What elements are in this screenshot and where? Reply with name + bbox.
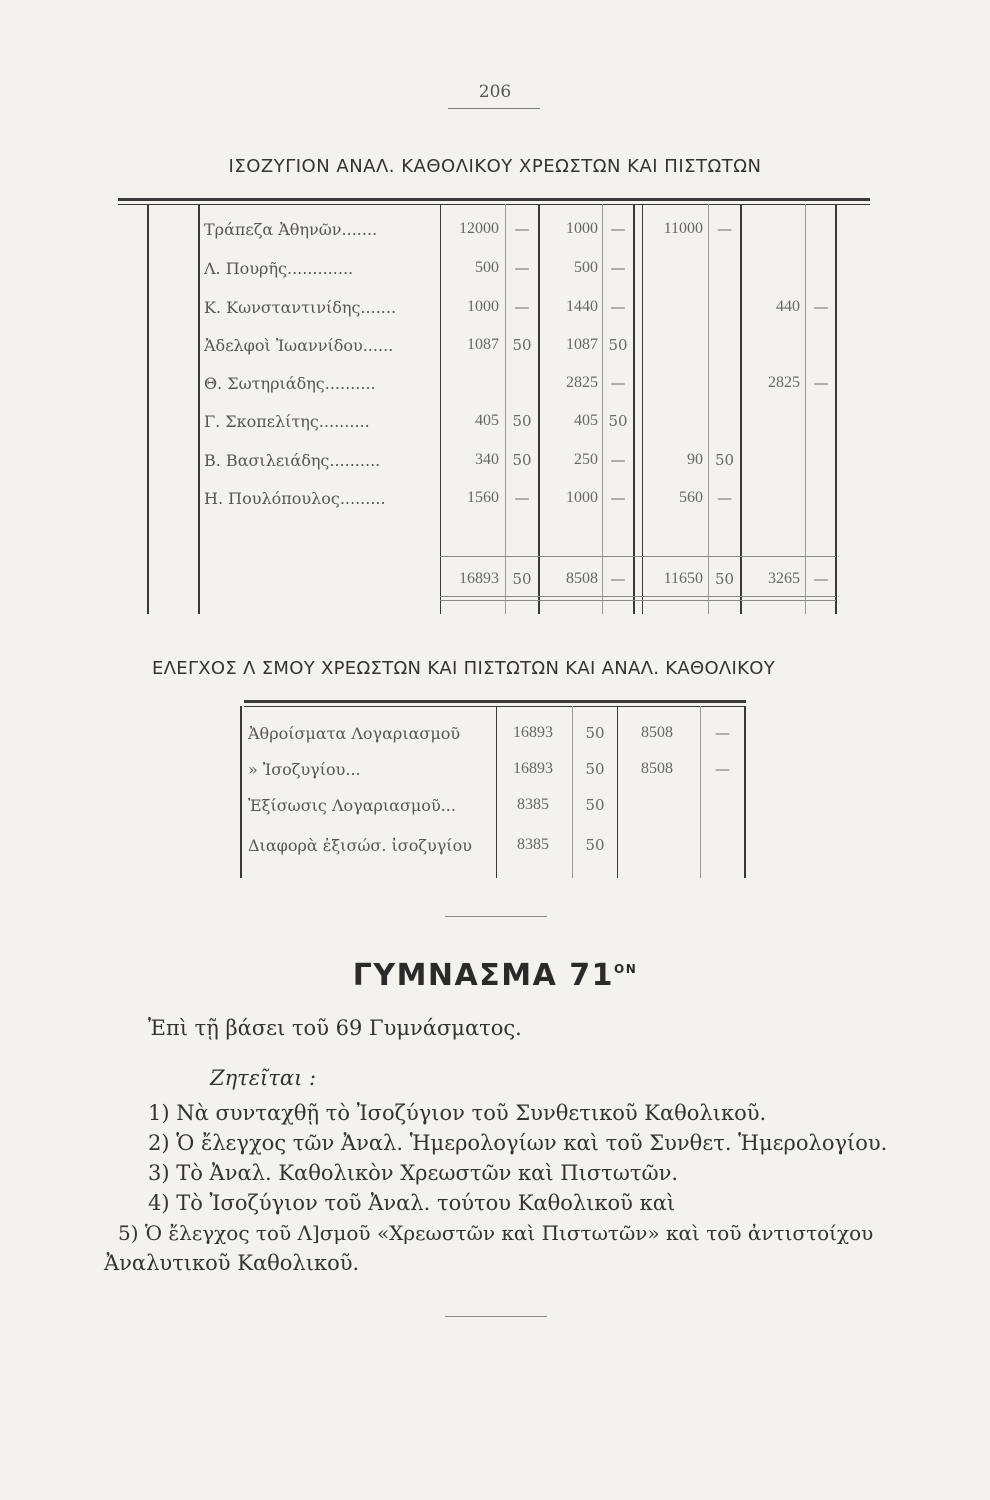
trial-balance-title: ΙΣΟΖΥΓΙΟΝ ΑΝΑΛ. ΚΑΘΟΛΙΚΟΥ ΧΡΕΩΣΤΩΝ ΚΑΙ ΠΙΣΤΩΤΩΝ (228, 156, 762, 177)
table-vrule (633, 204, 635, 614)
account-name: Κ. Κωνσταντινίδης....... (204, 298, 397, 317)
requirement-item: 5) Ὁ ἔλεγχος τοῦ Λ]σμοῦ «Χρεωστῶν καὶ Πιστωτῶν» καὶ τοῦ ἀντιστοίχου (118, 1221, 874, 1245)
table2-top-rule (244, 700, 746, 703)
page-number: 206 (478, 82, 512, 102)
total-cents-cell: 50 (714, 570, 735, 588)
cents-cell: — (717, 220, 732, 238)
amount-cell: 405 (475, 412, 499, 429)
total-amount-cell: 16893 (459, 570, 499, 587)
amount-cell: 405 (574, 412, 598, 429)
cents-cell: 50 (608, 336, 628, 354)
required-label: Ζητεῖται : (210, 1066, 317, 1090)
table-vrule (708, 204, 709, 614)
total-cents-cell: 50 (512, 570, 532, 588)
amount-cell: 500 (475, 259, 499, 276)
control-item-name: Ἀθροίσματα Λογαριασμοῦ (248, 724, 461, 743)
table-vrule (147, 204, 149, 614)
amount-cell: 440 (776, 298, 800, 315)
table2-vrule (617, 706, 618, 878)
total-amount-cell: 3265 (768, 570, 800, 587)
totals-rule (440, 600, 836, 601)
cents-cell: 50 (585, 760, 605, 778)
control-item-name: Διαφορὰ ἐξισώσ. ἰσοζυγίου (248, 836, 472, 855)
exercise-title (0, 958, 990, 993)
table2-vrule (240, 706, 242, 878)
account-name: Η. Πουλόπουλος......... (204, 489, 386, 508)
table-vrule (835, 204, 837, 614)
amount-cell: 250 (574, 451, 598, 468)
exercise-title-sup: ΟΝ (614, 962, 638, 976)
cents-cell: 50 (512, 412, 532, 430)
amount-cell: 500 (574, 259, 598, 276)
cents-cell: — (514, 298, 530, 316)
table-top-rule-thin (118, 204, 870, 205)
cents-cell: 50 (714, 451, 735, 469)
total-amount-cell: 8508 (566, 570, 598, 587)
account-name: Τράπεζα Ἀθηνῶν....... (204, 220, 378, 239)
table2-vrule (744, 706, 746, 878)
total-cents-cell: — (610, 570, 626, 588)
amount-cell: 8385 (517, 836, 549, 853)
cents-cell: 50 (585, 796, 605, 814)
amount-cell: 2825 (768, 374, 800, 391)
table2-top-rule-thin (244, 706, 746, 707)
requirement-item: 1) Νὰ συνταχθῇ τὸ Ἰσοζύγιον τοῦ Συνθετικοῦ Καθολικοῦ. (148, 1101, 767, 1125)
table-vrule (642, 204, 643, 614)
amount-cell: 1000 (467, 298, 499, 315)
total-amount-cell: 11650 (663, 570, 703, 587)
totals-rule (440, 596, 836, 597)
cents-cell: 50 (512, 336, 532, 354)
account-name: Λ. Πουρῆς............. (204, 259, 354, 278)
cents-cell: — (610, 489, 626, 507)
cents-cell: — (715, 760, 730, 778)
requirement-item: 4) Τὸ Ἰσοζύγιον τοῦ Ἀναλ. τούτου Καθολικοῦ καὶ (148, 1191, 676, 1215)
cents-cell: — (717, 489, 732, 507)
cents-cell: — (813, 374, 829, 392)
cents-cell: — (715, 724, 730, 742)
amount-cell: 16893 (513, 760, 553, 777)
exercise-intro: Ἐπὶ τῇ βάσει τοῦ 69 Γυμνάσματος. (148, 1016, 522, 1040)
account-name: Ἀδελφοὶ Ἰωαννίδου...... (204, 336, 394, 355)
account-name: Γ. Σκοπελίτης.......... (204, 412, 370, 431)
amount-cell: 1000 (566, 220, 598, 237)
amount-cell: 2825 (566, 374, 598, 391)
table2-vrule (496, 706, 497, 878)
cents-cell: — (610, 259, 626, 277)
amount-cell: 16893 (513, 724, 553, 741)
cents-cell: — (610, 220, 626, 238)
cents-cell: 50 (512, 451, 532, 469)
control-item-name: Ἐξίσωσις Λογαριασμοῦ... (248, 796, 456, 815)
control-item-name: » Ἰσοζυγίου... (248, 760, 361, 779)
requirement-item-continued: Ἀναλυτικοῦ Καθολικοῦ. (104, 1251, 360, 1275)
amount-cell: 340 (475, 451, 499, 468)
section-separator (445, 916, 547, 917)
cents-cell: 50 (585, 836, 605, 854)
cents-cell: — (610, 451, 626, 469)
amount-cell: 8385 (517, 796, 549, 813)
cents-cell: 50 (608, 412, 628, 430)
amount-cell: 1560 (467, 489, 499, 506)
table-top-rule (118, 198, 870, 201)
cents-cell: — (514, 259, 530, 277)
amount-cell: 1087 (467, 336, 499, 353)
amount-cell: 8508 (641, 724, 673, 741)
requirement-item: 2) Ὁ ἔλεγχος τῶν Ἀναλ. Ἡμερολογίων καὶ τοῦ Συνθετ. Ἡμερολογίου. (148, 1131, 888, 1155)
account-name: Θ. Σωτηριάδης.......... (204, 374, 376, 393)
page-number-rule (448, 108, 540, 109)
amount-cell: 560 (679, 489, 703, 506)
amount-cell: 1000 (566, 489, 598, 506)
amount-cell: 11000 (663, 220, 703, 237)
amount-cell: 12000 (459, 220, 499, 237)
cents-cell: 50 (585, 724, 605, 742)
table-vrule (198, 204, 200, 614)
bottom-separator (445, 1316, 547, 1317)
total-cents-cell: — (813, 570, 829, 588)
cents-cell: — (813, 298, 829, 316)
cents-cell: — (610, 298, 626, 316)
table-vrule (805, 204, 806, 614)
table-vrule (740, 204, 742, 614)
account-name: Β. Βασιλειάδης.......... (204, 451, 381, 470)
amount-cell: 1087 (566, 336, 598, 353)
cents-cell: — (514, 220, 530, 238)
totals-rule (440, 556, 836, 557)
amount-cell: 1440 (566, 298, 598, 315)
cents-cell: — (610, 374, 626, 392)
cents-cell: — (514, 489, 530, 507)
exercise-title-text: ΓΥΜΝΑΣΜΑ 71 (352, 958, 615, 993)
control-title: ΕΛΕΓΧΟΣ Λ ΣΜΟΥ ΧΡΕΩΣΤΩΝ ΚΑΙ ΠΙΣΤΩΤΩΝ ΚΑΙ ΑΝΑΛ. ΚΑΘΟΛΙΚΟΥ (152, 658, 776, 679)
amount-cell: 90 (687, 451, 703, 468)
requirement-item: 3) Τὸ Ἀναλ. Καθολικὸν Χρεωστῶν καὶ Πιστωτῶν. (148, 1161, 679, 1185)
amount-cell: 8508 (641, 760, 673, 777)
